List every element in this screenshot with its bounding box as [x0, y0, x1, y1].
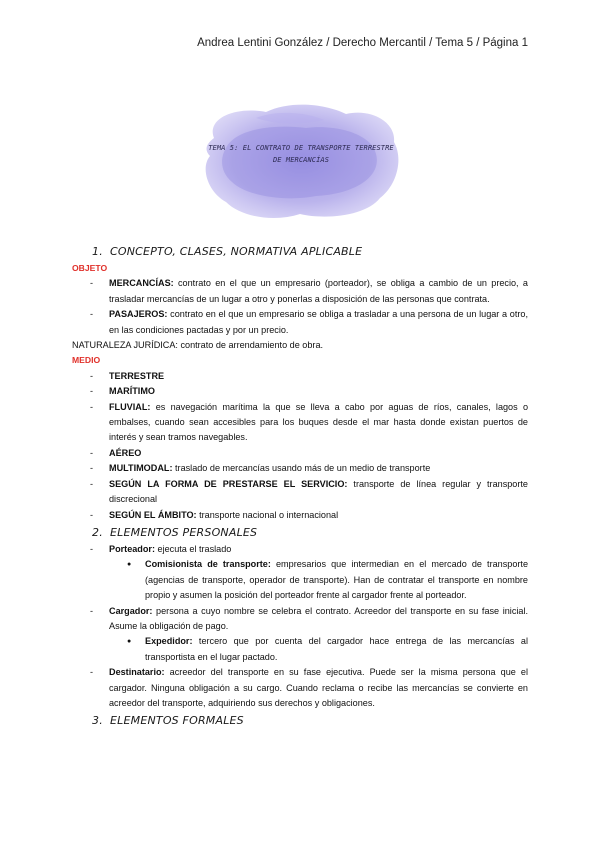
title-banner	[196, 98, 406, 223]
list-item: - SEGÚN LA FORMA DE PRESTARSE EL SERVICIO: transporte de línea regular y transporte discrecional	[72, 477, 528, 508]
medio-label: MEDIO	[72, 355, 101, 366]
list-item: - AÉREO	[72, 446, 528, 461]
banner-title-line1: TEMA 5: EL CONTRATO DE TRANSPORTE TERRESTRE	[208, 144, 394, 152]
banner-title-line2: DE MERCANCÍAS	[272, 156, 330, 164]
medio-list	[72, 369, 528, 523]
list-item: - FLUVIAL: es navegación marítima la que se lleva a cabo por aguas de ríos, canales, lagos o embalses, cuando sean accesibles para los buques desde el mar hasta donde existan puertos de interés y sean tramos navegables.	[72, 400, 528, 446]
sub-list-item: ● Expedidor: tercero que por cuenta del cargador hace entrega de las mercancías al transportista en el lugar pactado.	[109, 634, 528, 665]
list-item: - TERRESTRE	[72, 369, 528, 384]
objeto-list	[72, 276, 528, 338]
section-heading-3: 3. ELEMENTOS FORMALES	[92, 714, 244, 728]
section-heading-2: 2. ELEMENTOS PERSONALES	[92, 525, 258, 539]
document-body	[72, 242, 528, 730]
naturaleza-juridica: NATURALEZA JURÍDICA: contrato de arrendamiento de obra.	[72, 340, 324, 351]
page-header: Andrea Lentini González / Derecho Mercantil / Tema 5 / Página 1	[197, 37, 528, 49]
list-item: - PASAJEROS: contrato en el que un empresario se obliga a trasladar a una persona de un lugar a otro, en las condiciones pactadas y por un precio.	[72, 307, 528, 338]
list-item: - Cargador: persona a cuyo nombre se celebra el contrato. Acreedor del transporte en su fase inicial. Asume la obligación de pago. ● Expedidor: tercero que por cuenta del cargador hace entrega de las mercancías al transportista en el lugar pactado.	[72, 604, 528, 666]
list-item: - MULTIMODAL: traslado de mercancías usando más de un medio de transporte	[72, 461, 528, 476]
sub-list	[109, 557, 528, 603]
list-item: - MERCANCÍAS: contrato en el que un empresario (porteador), se obliga a cambio de un precio, a trasladar mercancías de un lugar a otro y ponerlas a disposición de las personas que contrata.	[72, 276, 528, 307]
sub-list-item: ● Comisionista de transporte: empresarios que intermedian en el mercado de transporte (agencias de transporte, operador de transporte). Han de contratar el transporte en nombre propio y asumen la posición del porteador frente al cargador frente al porteador.	[109, 557, 528, 603]
objeto-label: OBJETO	[72, 263, 108, 273]
personales-list	[72, 542, 528, 711]
list-item: - SEGÚN EL ÁMBITO: transporte nacional o internacional	[72, 508, 528, 523]
sub-list	[109, 634, 528, 665]
list-item: - Destinatario: acreedor del transporte en su fase ejecutiva. Puede ser la misma persona que el cargador. Ninguna obligación a su cargo. Cuando reclama o recibe las mercancías se convierte en acreedor del transporte, adquiriendo sus derechos y obligaciones.	[72, 665, 528, 711]
banner-title	[196, 142, 406, 166]
list-item: - Porteador: ejecuta el traslado ● Comisionista de transporte: empresarios que intermedian en el mercado de transporte (agencias de transporte, operador de transporte). Han de contratar el transporte en nombre propio y asumen la posición del porteador frente al cargador frente al porteador.	[72, 542, 528, 604]
list-item: - MARÍTIMO	[72, 384, 528, 399]
section-heading-1: 1. CONCEPTO, CLASES, NORMATIVA APLICABLE	[92, 245, 363, 258]
